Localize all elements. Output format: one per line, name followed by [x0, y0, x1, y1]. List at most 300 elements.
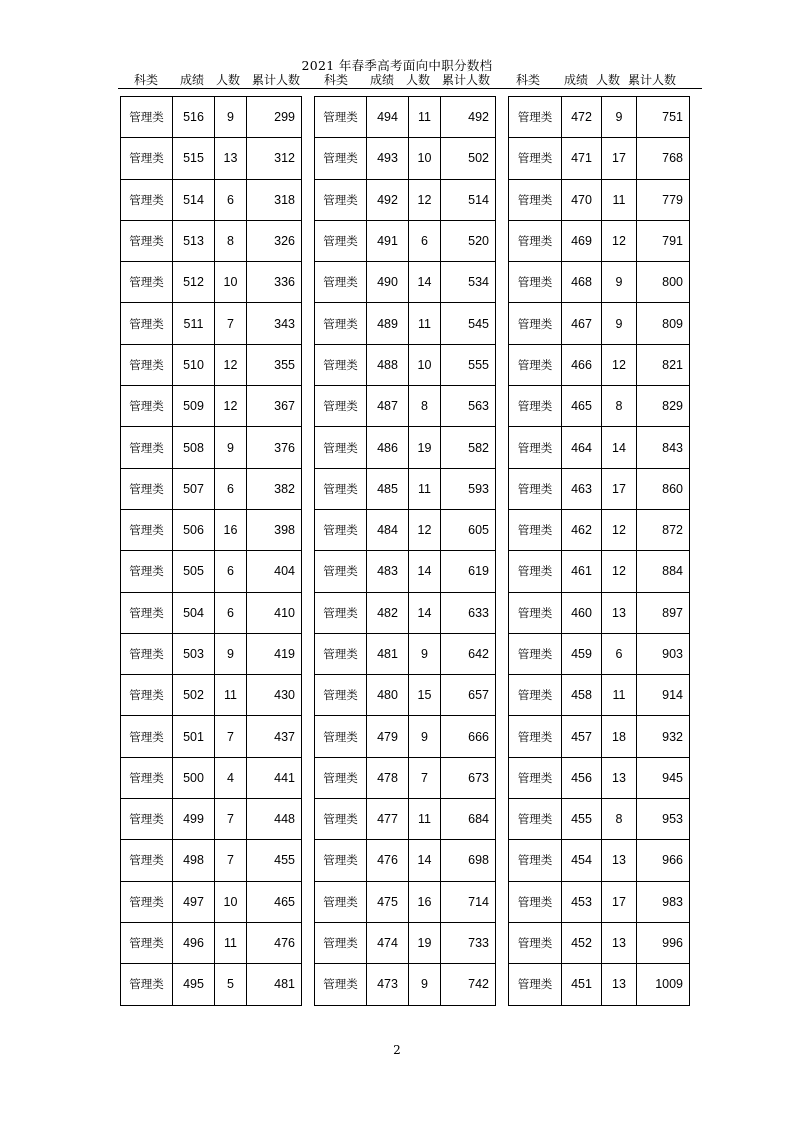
- count-cell: 10: [409, 138, 441, 179]
- cumulative-cell: 410: [247, 592, 302, 633]
- score-cell: 454: [562, 840, 602, 881]
- table-row: [121, 964, 302, 1005]
- category-cell: 管理类: [509, 799, 562, 840]
- category-cell: 管理类: [509, 716, 562, 757]
- count-cell: 9: [409, 964, 441, 1005]
- category-cell: 管理类: [315, 592, 367, 633]
- count-cell: 9: [215, 97, 247, 138]
- category-cell: 管理类: [121, 799, 173, 840]
- cumulative-cell: 657: [441, 675, 496, 716]
- table-row: [509, 344, 690, 385]
- count-cell: 11: [215, 675, 247, 716]
- cumulative-cell: 555: [441, 344, 496, 385]
- cumulative-cell: 441: [247, 757, 302, 798]
- count-cell: 19: [409, 427, 441, 468]
- header-group-1: [0, 71, 794, 89]
- score-cell: 505: [173, 551, 215, 592]
- category-cell: 管理类: [121, 633, 173, 674]
- cumulative-cell: 419: [247, 633, 302, 674]
- count-cell: 7: [215, 799, 247, 840]
- table-row: [121, 716, 302, 757]
- score-cell: 479: [367, 716, 409, 757]
- count-cell: 9: [409, 716, 441, 757]
- cumulative-cell: 355: [247, 344, 302, 385]
- table-row: [315, 179, 496, 220]
- cumulative-cell: 448: [247, 799, 302, 840]
- table-row: [509, 757, 690, 798]
- category-cell: 管理类: [315, 509, 367, 550]
- cumulative-cell: 684: [441, 799, 496, 840]
- count-cell: 14: [409, 262, 441, 303]
- category-cell: 管理类: [315, 220, 367, 261]
- cumulative-cell: 953: [637, 799, 690, 840]
- table-row: [121, 138, 302, 179]
- category-cell: 管理类: [509, 757, 562, 798]
- score-cell: 464: [562, 427, 602, 468]
- count-cell: 8: [409, 386, 441, 427]
- category-cell: 管理类: [509, 551, 562, 592]
- category-cell: 管理类: [121, 97, 173, 138]
- table-row: [315, 344, 496, 385]
- category-cell: 管理类: [315, 799, 367, 840]
- score-cell: 452: [562, 922, 602, 963]
- count-cell: 14: [602, 427, 637, 468]
- score-cell: 477: [367, 799, 409, 840]
- document-title: 2021 年春季高考面向中职分数档: [301, 58, 493, 73]
- header-score: 成绩: [369, 73, 394, 87]
- score-cell: 458: [562, 675, 602, 716]
- score-cell: 463: [562, 468, 602, 509]
- score-cell: 504: [173, 592, 215, 633]
- category-cell: 管理类: [315, 551, 367, 592]
- score-cell: 499: [173, 799, 215, 840]
- cumulative-cell: 829: [637, 386, 690, 427]
- page-number: 2: [393, 1043, 401, 1057]
- score-cell: 453: [562, 881, 602, 922]
- header-divider: [118, 88, 702, 89]
- table-row: [121, 262, 302, 303]
- score-cell: 482: [367, 592, 409, 633]
- count-cell: 13: [602, 757, 637, 798]
- table-row: [509, 964, 690, 1005]
- category-cell: 管理类: [315, 716, 367, 757]
- count-cell: 18: [602, 716, 637, 757]
- table-row: [121, 881, 302, 922]
- cumulative-cell: 945: [637, 757, 690, 798]
- count-cell: 9: [215, 633, 247, 674]
- header-count: 人数: [215, 73, 240, 87]
- score-cell: 455: [562, 799, 602, 840]
- table-row: [121, 592, 302, 633]
- cumulative-cell: 318: [247, 179, 302, 220]
- cumulative-cell: 698: [441, 840, 496, 881]
- category-cell: 管理类: [509, 386, 562, 427]
- header-cumulative: 累计人数: [251, 73, 300, 87]
- category-cell: 管理类: [509, 633, 562, 674]
- count-cell: 11: [409, 468, 441, 509]
- category-cell: 管理类: [121, 468, 173, 509]
- category-cell: 管理类: [315, 757, 367, 798]
- header-score: 成绩: [563, 73, 588, 87]
- category-cell: 管理类: [315, 922, 367, 963]
- count-cell: 10: [215, 262, 247, 303]
- score-cell: 495: [173, 964, 215, 1005]
- count-cell: 13: [602, 592, 637, 633]
- score-cell: 486: [367, 427, 409, 468]
- category-cell: 管理类: [509, 922, 562, 963]
- table-row: [121, 179, 302, 220]
- score-cell: 467: [562, 303, 602, 344]
- table-row: [509, 262, 690, 303]
- category-cell: 管理类: [121, 386, 173, 427]
- cumulative-cell: 476: [247, 922, 302, 963]
- table-row: [315, 138, 496, 179]
- score-cell: 496: [173, 922, 215, 963]
- header-category: 科类: [515, 73, 540, 87]
- table-row: [121, 922, 302, 963]
- category-cell: 管理类: [509, 840, 562, 881]
- category-cell: 管理类: [121, 757, 173, 798]
- cumulative-cell: 312: [247, 138, 302, 179]
- table-row: [509, 468, 690, 509]
- table-row: [315, 97, 496, 138]
- category-cell: 管理类: [315, 262, 367, 303]
- cumulative-cell: 733: [441, 922, 496, 963]
- table-row: [509, 840, 690, 881]
- score-cell: 501: [173, 716, 215, 757]
- cumulative-cell: 983: [637, 881, 690, 922]
- cumulative-cell: 367: [247, 386, 302, 427]
- count-cell: 9: [215, 427, 247, 468]
- cumulative-cell: 336: [247, 262, 302, 303]
- cumulative-cell: 884: [637, 551, 690, 592]
- count-cell: 6: [602, 633, 637, 674]
- score-cell: 469: [562, 220, 602, 261]
- count-cell: 13: [602, 922, 637, 963]
- category-cell: 管理类: [315, 427, 367, 468]
- cumulative-cell: 563: [441, 386, 496, 427]
- score-cell: 481: [367, 633, 409, 674]
- table-row: [509, 97, 690, 138]
- category-cell: 管理类: [315, 386, 367, 427]
- cumulative-cell: 326: [247, 220, 302, 261]
- score-cell: 476: [367, 840, 409, 881]
- table-row: [315, 220, 496, 261]
- category-cell: 管理类: [121, 840, 173, 881]
- table-row: [121, 633, 302, 674]
- table-row: [121, 799, 302, 840]
- table-row: [315, 468, 496, 509]
- header-score: 成绩: [179, 73, 204, 87]
- category-cell: 管理类: [121, 509, 173, 550]
- category-cell: 管理类: [315, 97, 367, 138]
- score-table-2: [314, 96, 496, 1006]
- category-cell: 管理类: [509, 509, 562, 550]
- score-cell: 498: [173, 840, 215, 881]
- score-cell: 451: [562, 964, 602, 1005]
- cumulative-cell: 714: [441, 881, 496, 922]
- table-row: [121, 427, 302, 468]
- score-cell: 503: [173, 633, 215, 674]
- category-cell: 管理类: [315, 881, 367, 922]
- count-cell: 8: [602, 386, 637, 427]
- cumulative-cell: 779: [637, 179, 690, 220]
- table-row: [121, 551, 302, 592]
- table-row: [121, 386, 302, 427]
- score-cell: 483: [367, 551, 409, 592]
- score-cell: 484: [367, 509, 409, 550]
- score-cell: 465: [562, 386, 602, 427]
- category-cell: 管理类: [315, 633, 367, 674]
- table-row: [315, 427, 496, 468]
- cumulative-cell: 582: [441, 427, 496, 468]
- cumulative-cell: 914: [637, 675, 690, 716]
- table-row: [315, 716, 496, 757]
- table-row: [509, 592, 690, 633]
- cumulative-cell: 492: [441, 97, 496, 138]
- table-row: [509, 386, 690, 427]
- table-row: [509, 551, 690, 592]
- table-row: [509, 138, 690, 179]
- score-cell: 494: [367, 97, 409, 138]
- count-cell: 11: [602, 675, 637, 716]
- score-cell: 462: [562, 509, 602, 550]
- table-row: [509, 799, 690, 840]
- score-cell: 491: [367, 220, 409, 261]
- cumulative-cell: 996: [637, 922, 690, 963]
- count-cell: 13: [602, 840, 637, 881]
- table-row: [315, 633, 496, 674]
- table-row: [121, 757, 302, 798]
- category-cell: 管理类: [315, 964, 367, 1005]
- count-cell: 9: [602, 303, 637, 344]
- count-cell: 12: [602, 551, 637, 592]
- score-cell: 480: [367, 675, 409, 716]
- score-cell: 461: [562, 551, 602, 592]
- table-row: [121, 97, 302, 138]
- table-row: [315, 881, 496, 922]
- table-row: [509, 303, 690, 344]
- category-cell: 管理类: [121, 551, 173, 592]
- category-cell: 管理类: [121, 881, 173, 922]
- count-cell: 7: [215, 716, 247, 757]
- category-cell: 管理类: [509, 427, 562, 468]
- count-cell: 8: [602, 799, 637, 840]
- cumulative-cell: 742: [441, 964, 496, 1005]
- count-cell: 15: [409, 675, 441, 716]
- cumulative-cell: 800: [637, 262, 690, 303]
- score-cell: 509: [173, 386, 215, 427]
- header-category: 科类: [323, 73, 348, 87]
- table-row: [121, 303, 302, 344]
- table-row: [315, 675, 496, 716]
- count-cell: 12: [602, 344, 637, 385]
- count-cell: 7: [215, 303, 247, 344]
- cumulative-cell: 398: [247, 509, 302, 550]
- score-cell: 488: [367, 344, 409, 385]
- count-cell: 17: [602, 138, 637, 179]
- category-cell: 管理类: [315, 303, 367, 344]
- cumulative-cell: 545: [441, 303, 496, 344]
- score-cell: 500: [173, 757, 215, 798]
- score-cell: 478: [367, 757, 409, 798]
- header-cumulative: 累计人数: [627, 73, 676, 87]
- score-cell: 510: [173, 344, 215, 385]
- score-cell: 490: [367, 262, 409, 303]
- category-cell: 管理类: [315, 344, 367, 385]
- count-cell: 13: [602, 964, 637, 1005]
- score-cell: 497: [173, 881, 215, 922]
- table-row: [121, 509, 302, 550]
- category-cell: 管理类: [121, 179, 173, 220]
- category-cell: 管理类: [121, 303, 173, 344]
- header-cumulative: 累计人数: [441, 73, 490, 87]
- category-cell: 管理类: [121, 427, 173, 468]
- count-cell: 12: [602, 220, 637, 261]
- cumulative-cell: 768: [637, 138, 690, 179]
- cumulative-cell: 633: [441, 592, 496, 633]
- category-cell: 管理类: [509, 964, 562, 1005]
- table-row: [121, 344, 302, 385]
- table-row: [315, 840, 496, 881]
- count-cell: 11: [409, 97, 441, 138]
- category-cell: 管理类: [315, 138, 367, 179]
- cumulative-cell: 343: [247, 303, 302, 344]
- category-cell: 管理类: [509, 881, 562, 922]
- table-row: [315, 757, 496, 798]
- cumulative-cell: 534: [441, 262, 496, 303]
- category-cell: 管理类: [315, 179, 367, 220]
- cumulative-cell: 430: [247, 675, 302, 716]
- count-cell: 11: [409, 799, 441, 840]
- count-cell: 14: [409, 551, 441, 592]
- table-row: [509, 427, 690, 468]
- table-row: [315, 551, 496, 592]
- table-row: [509, 509, 690, 550]
- count-cell: 12: [215, 344, 247, 385]
- count-cell: 6: [215, 551, 247, 592]
- table-row: [509, 922, 690, 963]
- category-cell: 管理类: [509, 344, 562, 385]
- count-cell: 6: [215, 179, 247, 220]
- score-cell: 516: [173, 97, 215, 138]
- cumulative-cell: 404: [247, 551, 302, 592]
- category-cell: 管理类: [315, 468, 367, 509]
- header-count: 人数: [405, 73, 430, 87]
- score-cell: 487: [367, 386, 409, 427]
- table-row: [315, 303, 496, 344]
- category-cell: 管理类: [121, 592, 173, 633]
- cumulative-cell: 520: [441, 220, 496, 261]
- score-table-3: [508, 96, 690, 1006]
- cumulative-cell: 821: [637, 344, 690, 385]
- cumulative-cell: 872: [637, 509, 690, 550]
- score-cell: 492: [367, 179, 409, 220]
- count-cell: 17: [602, 468, 637, 509]
- category-cell: 管理类: [121, 716, 173, 757]
- header-count: 人数: [595, 73, 620, 87]
- score-cell: 468: [562, 262, 602, 303]
- count-cell: 19: [409, 922, 441, 963]
- score-cell: 474: [367, 922, 409, 963]
- count-cell: 13: [215, 138, 247, 179]
- score-cell: 511: [173, 303, 215, 344]
- count-cell: 9: [602, 262, 637, 303]
- cumulative-cell: 605: [441, 509, 496, 550]
- table-row: [315, 509, 496, 550]
- count-cell: 10: [409, 344, 441, 385]
- score-cell: 515: [173, 138, 215, 179]
- table-row: [315, 386, 496, 427]
- category-cell: 管理类: [509, 179, 562, 220]
- score-cell: 459: [562, 633, 602, 674]
- count-cell: 16: [215, 509, 247, 550]
- table-row: [315, 964, 496, 1005]
- cumulative-cell: 455: [247, 840, 302, 881]
- cumulative-cell: 809: [637, 303, 690, 344]
- table-row: [509, 220, 690, 261]
- cumulative-cell: 1009: [637, 964, 690, 1005]
- count-cell: 7: [215, 840, 247, 881]
- category-cell: 管理类: [509, 262, 562, 303]
- table-row: [509, 179, 690, 220]
- table-row: [121, 468, 302, 509]
- cumulative-cell: 514: [441, 179, 496, 220]
- score-cell: 457: [562, 716, 602, 757]
- cumulative-cell: 966: [637, 840, 690, 881]
- count-cell: 8: [215, 220, 247, 261]
- cumulative-cell: 299: [247, 97, 302, 138]
- cumulative-cell: 376: [247, 427, 302, 468]
- table-row: [509, 633, 690, 674]
- category-cell: 管理类: [121, 138, 173, 179]
- category-cell: 管理类: [509, 303, 562, 344]
- score-cell: 466: [562, 344, 602, 385]
- count-cell: 12: [409, 509, 441, 550]
- category-cell: 管理类: [121, 922, 173, 963]
- cumulative-cell: 465: [247, 881, 302, 922]
- cumulative-cell: 791: [637, 220, 690, 261]
- cumulative-cell: 843: [637, 427, 690, 468]
- table-row: [509, 881, 690, 922]
- count-cell: 4: [215, 757, 247, 798]
- category-cell: 管理类: [121, 675, 173, 716]
- category-cell: 管理类: [315, 840, 367, 881]
- table-row: [121, 220, 302, 261]
- cumulative-cell: 619: [441, 551, 496, 592]
- table-row: [315, 922, 496, 963]
- cumulative-cell: 673: [441, 757, 496, 798]
- count-cell: 11: [215, 922, 247, 963]
- count-cell: 16: [409, 881, 441, 922]
- category-cell: 管理类: [121, 344, 173, 385]
- score-cell: 507: [173, 468, 215, 509]
- score-cell: 512: [173, 262, 215, 303]
- score-cell: 460: [562, 592, 602, 633]
- table-row: [509, 675, 690, 716]
- count-cell: 5: [215, 964, 247, 1005]
- cumulative-cell: 382: [247, 468, 302, 509]
- table-row: [121, 840, 302, 881]
- score-cell: 508: [173, 427, 215, 468]
- score-cell: 489: [367, 303, 409, 344]
- score-cell: 456: [562, 757, 602, 798]
- count-cell: 12: [215, 386, 247, 427]
- cumulative-cell: 932: [637, 716, 690, 757]
- cumulative-cell: 593: [441, 468, 496, 509]
- cumulative-cell: 897: [637, 592, 690, 633]
- count-cell: 17: [602, 881, 637, 922]
